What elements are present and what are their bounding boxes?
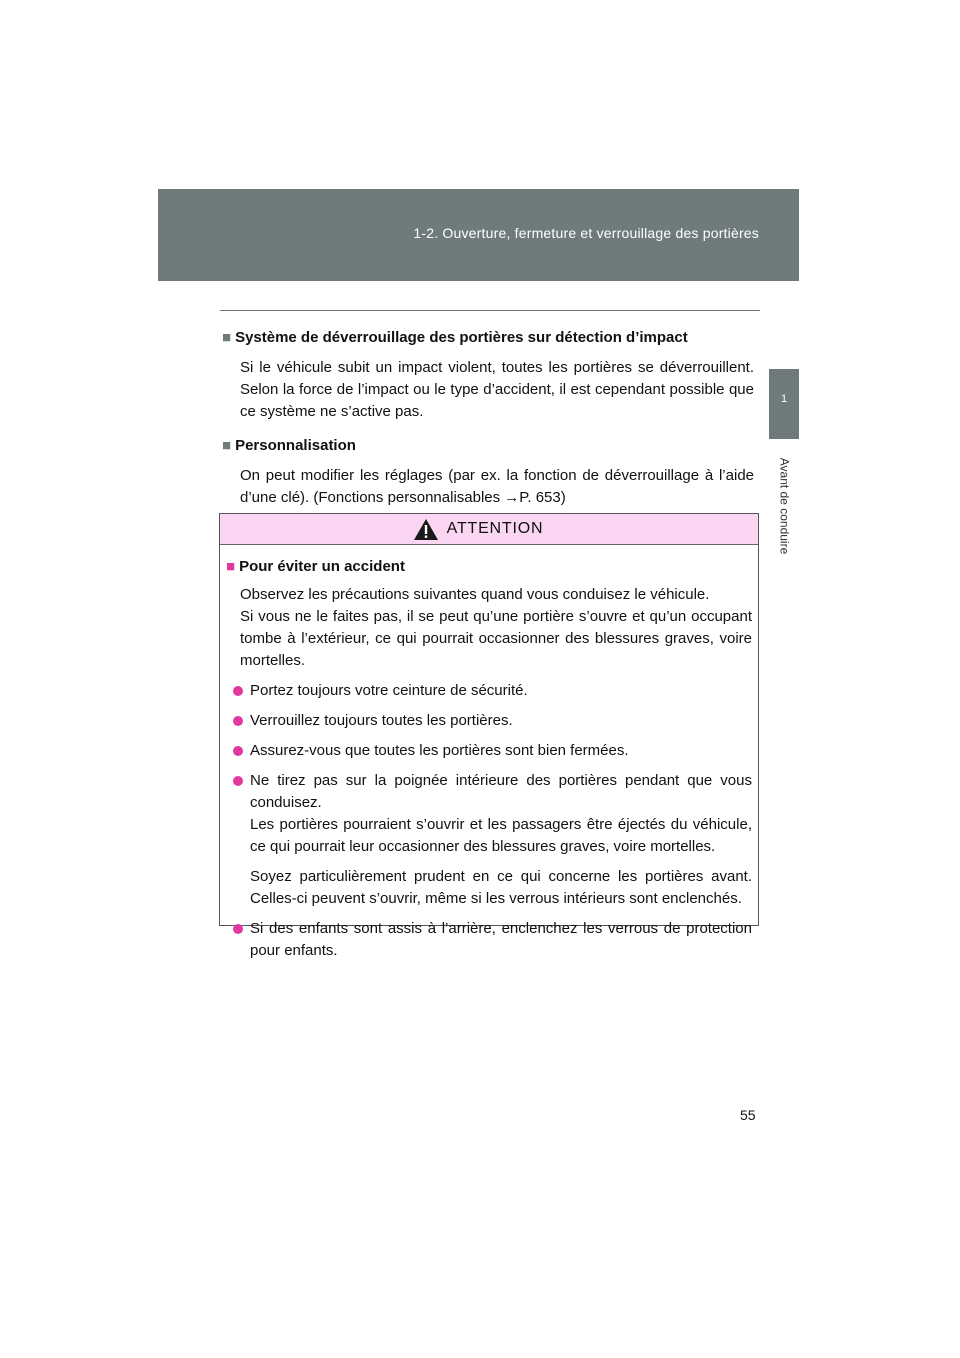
list-item-text: Verrouillez toujours toutes les portières.: [250, 712, 513, 729]
main-content: [222, 327, 754, 521]
list-item-paragraph: [250, 770, 752, 858]
bullet-dot-icon: [233, 686, 243, 696]
square-bullet-icon: ■: [226, 558, 236, 575]
list-item-text: [250, 770, 752, 910]
section-title-text: Personnalisation: [235, 437, 356, 454]
bullet-dot-icon: [233, 746, 243, 756]
list-item-text: Assurez-vous que toutes les portières sont bien fermées.: [250, 742, 629, 759]
list-item: [226, 918, 752, 962]
warning-subtitle-text: Pour éviter un accident: [239, 558, 405, 575]
list-item: [226, 740, 752, 762]
bullet4-line1: Ne tirez pas sur la poignée intérieure des portières pendant que vous conduisez.: [250, 772, 752, 811]
page-number: 55: [740, 1107, 756, 1123]
warning-triangle-icon: [413, 518, 439, 541]
section-body-personnalisation: On peut modifier les réglages (par ex. la fonction de déverrouillage à l’aide d’une clé). (Fonctions personnalisables →P. 653): [240, 467, 754, 506]
warning-header: [220, 514, 758, 545]
square-bullet-icon: ■: [222, 437, 232, 454]
bullet-dot-icon: [233, 716, 243, 726]
section-title-text: Système de déverrouillage des portières sur détection d’impact: [235, 329, 688, 346]
header-band: [158, 189, 799, 281]
chapter-number: 1: [780, 393, 788, 405]
bullet-dot-icon: [233, 924, 243, 934]
list-item: [226, 680, 752, 702]
chapter-tab: [769, 369, 799, 439]
bullet-dot-icon: [233, 776, 243, 786]
section-body-impact: Si le véhicule subit un impact violent, toutes les portières se déverrouillent. Selon la force de l’impact ou le type d’accident, il est cependant possible que ce système ne s’active pas.: [240, 359, 754, 420]
section-title-impact: [222, 327, 754, 349]
warning-label: ATTENTION: [446, 520, 544, 537]
list-item: [226, 710, 752, 732]
warning-box: [219, 513, 759, 959]
warning-body: [220, 545, 758, 962]
list-item-text: Portez toujours votre ceinture de sécurité.: [250, 682, 528, 699]
section-header-title: 1-2. Ouverture, fermeture et verrouillage des portières: [413, 225, 759, 241]
chapter-label: Avant de conduire: [777, 457, 792, 555]
bullet4-line2: Les portières pourraient s’ouvrir et les passagers être éjectés du véhicule, ce qui pourrait leur occasionner des blessures graves, voire mortelles.: [250, 816, 752, 855]
warning-intro: [240, 584, 752, 672]
chapter-label-container: [777, 450, 791, 562]
warning-intro-line2: Si vous ne le faites pas, il se peut qu’une portière s’ouvre et qu’un occupant tombe à l’extérieur, ce qui pourrait occasionner des blessures graves, voire mortelles.: [240, 608, 752, 669]
section-title-personnalisation: [222, 435, 754, 457]
list-item-text: Si des enfants sont assis à l’arrière, enclenchez les verrous de protection pour enfants.: [250, 920, 752, 959]
bullet4-line3: Soyez particulièrement prudent en ce qui concerne les portières avant. Celles-ci peuvent s’ouvrir, même si les verrous intérieurs sont enclenchés.: [250, 868, 752, 907]
header-rule: [220, 310, 760, 311]
square-bullet-icon: ■: [222, 329, 232, 346]
warning-subtitle: [226, 556, 752, 578]
list-item: [226, 770, 752, 910]
warning-intro-line1: Observez les précautions suivantes quand vous conduisez le véhicule.: [240, 586, 710, 603]
